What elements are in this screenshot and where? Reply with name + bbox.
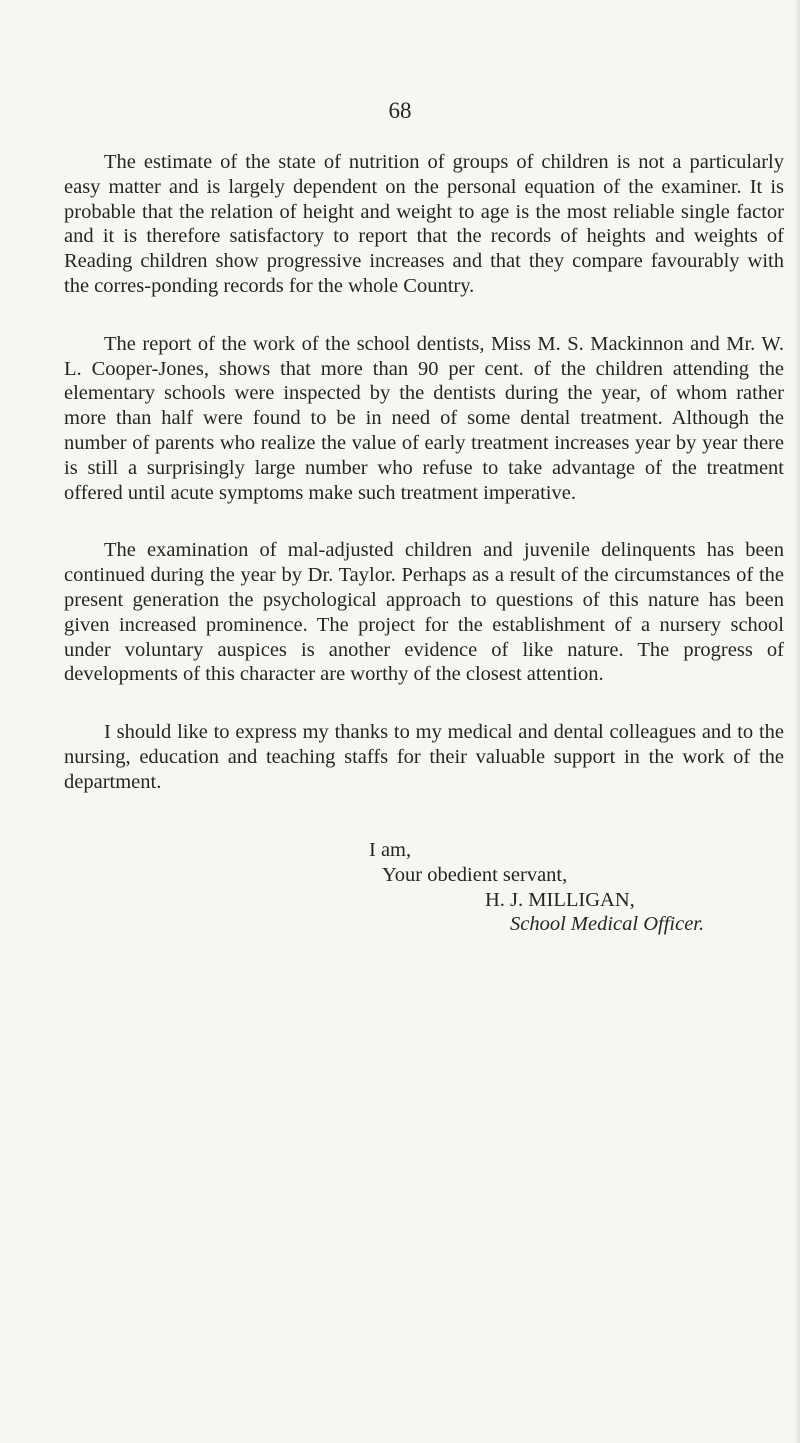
page-number: 68: [388, 98, 412, 123]
signature-salutation: Your obedient servant,: [382, 863, 568, 886]
paragraph-thanks: I should like to express my thanks to my medical and dental colleagues and to the nursing, education and teaching staffs for their valuable support in the work of the department.: [64, 721, 784, 793]
signature-title: School Medical Officer.: [510, 913, 705, 936]
signature-block: [64, 838, 784, 937]
paragraph-nutrition: The estimate of the state of nutrition of groups of children is not a particularly easy matter and is largely dependent on the personal equation of the examiner. It is probable that the relation of height and weight to age is the most reliable single factor and it is therefore satisfactory to report that the records of heights and weights of Reading children show progressive increases and that they compare favourably with the corres-ponding records for the whole Country.: [64, 151, 784, 297]
paragraph-dental: The report of the work of the school dentists, Miss M. S. Mackinnon and Mr. W. L. Cooper-Jones, shows that more than 90 per cent. of the children attending the elementary schools were inspected by the dentists during the year, of whom rather more than half were found to be in need of some dental treatment. Although the number of parents who realize the value of early treatment increases year by year there is still a surprisingly large number who refuse to take advantage of the treatment offered until acute symptoms make such treatment imperative.: [64, 332, 784, 504]
signature-name: H. J. MILLIGAN,: [485, 888, 635, 911]
paragraph-maladjusted-children: The examination of mal-adjusted children and juvenile delinquents has been continued during the year by Dr. Taylor. Perhaps as a result of the circumstances of the present generation the psychological approach to questions of this nature has been given increased prominence. The project for the establishment of a nursery school under voluntary auspices is another evidence of like nature. The progress of developments of this character are worthy of the closest attention.: [64, 539, 784, 686]
signature-closing: I am,: [369, 839, 412, 861]
letter-body: [64, 150, 784, 828]
page-edge-shadow: [794, 0, 800, 1443]
